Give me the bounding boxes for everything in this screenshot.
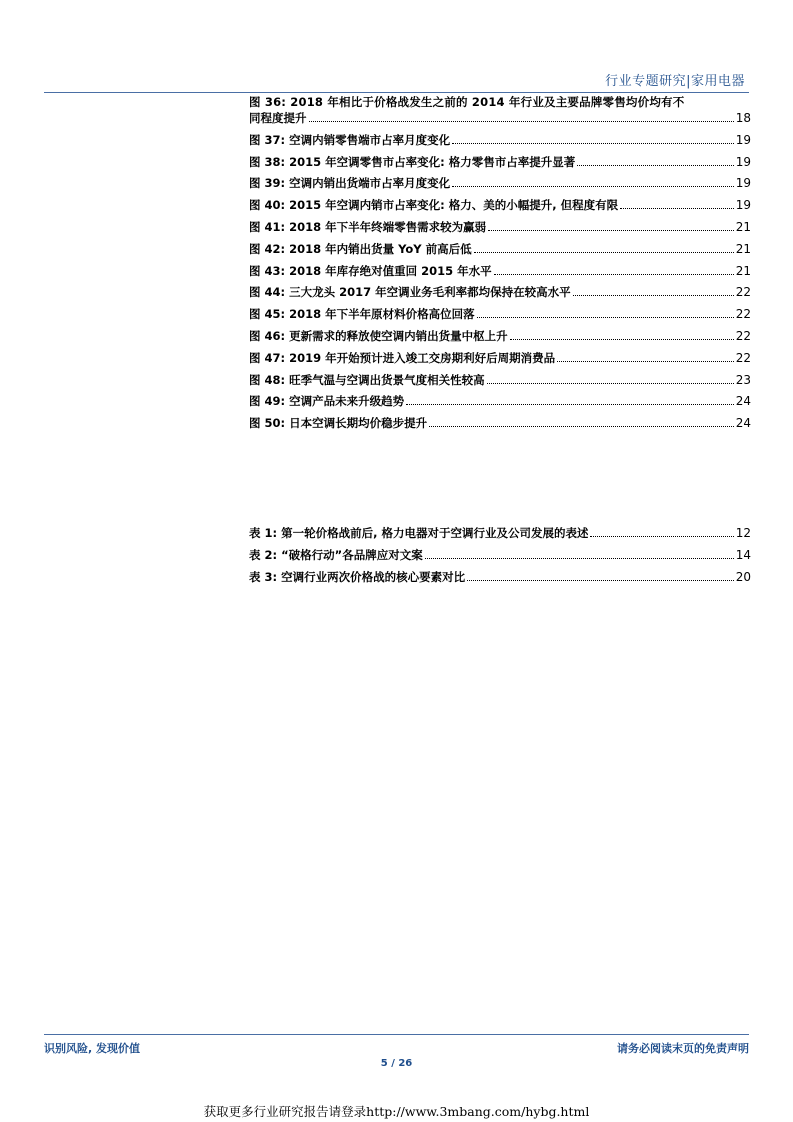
toc-entry-page: 19 xyxy=(735,176,751,191)
leader-dots xyxy=(406,395,734,405)
toc-entry-page: 19 xyxy=(735,132,751,147)
toc-entry-label: 图 50: 日本空调长期均价稳步提升 xyxy=(249,416,428,431)
header-rule xyxy=(44,92,749,93)
toc-entry-label-line2: 同程度提升 xyxy=(249,111,307,125)
toc-entry-label: 图 40: 2015 年空调内销市占率变化: 格力、美的小幅提升, 但程度有限 xyxy=(249,198,619,213)
toc-entry-page: 22 xyxy=(735,350,751,365)
header-title: 行业专题研究|家用电器 xyxy=(605,74,745,89)
download-banner[interactable]: 获取更多行业研究报告请登录http://www.3mbang.com/hybg.html xyxy=(203,1104,590,1119)
toc-entry-page: 19 xyxy=(735,198,751,213)
toc-entry-page: 12 xyxy=(735,526,751,540)
toc-entry-label: 图 41: 2018 年下半年终端零售需求较为赢弱 xyxy=(249,219,487,234)
toc-entry-page: 19 xyxy=(735,154,751,169)
toc-entry-page: 21 xyxy=(735,263,751,278)
toc-entry-label: 表 2: “破格行动”各品牌应对文案 xyxy=(249,548,423,563)
leader-dots xyxy=(452,134,734,144)
toc-entry-label: 图 37: 空调内销零售端市占率月度变化 xyxy=(249,132,451,147)
toc-entry-page: 18 xyxy=(735,111,751,125)
toc-entry-figure-43[interactable] xyxy=(249,263,751,279)
toc-entry-figure-36[interactable] xyxy=(249,94,751,126)
toc-entry-page: 22 xyxy=(735,285,751,300)
leader-dots xyxy=(577,156,733,166)
toc-entry-table-3[interactable] xyxy=(249,569,751,585)
toc-entry-table-2[interactable] xyxy=(249,547,751,563)
toc-entry-page: 14 xyxy=(735,548,751,563)
footer-slogan: 识别风险, 发现价值 xyxy=(44,1042,141,1055)
toc-entry-figure-39[interactable] xyxy=(249,175,751,191)
toc-entry-page: 23 xyxy=(735,372,751,387)
toc-entry-figure-46[interactable] xyxy=(249,328,751,344)
toc-entry-page: 21 xyxy=(735,219,751,234)
toc-entry-page: 20 xyxy=(735,570,751,585)
leader-dots xyxy=(474,243,734,253)
leader-dots xyxy=(590,527,733,537)
toc-entry-figure-38[interactable] xyxy=(249,154,751,170)
toc-entry-label-line1: 图 36: 2018 年相比于价格战发生之前的 2014 年行业及主要品牌零售均价均有不 xyxy=(249,95,685,109)
toc-entry-label: 表 3: 空调行业两次价格战的核心要素对比 xyxy=(249,570,466,585)
toc-entry-label: 图 38: 2015 年空调零售市占率变化: 格力零售市占率提升显著 xyxy=(249,154,576,169)
leader-dots xyxy=(425,549,734,559)
leader-dots xyxy=(487,374,734,384)
table-index xyxy=(249,525,751,592)
toc-entry-page: 22 xyxy=(735,307,751,322)
toc-entry-figure-45[interactable] xyxy=(249,306,751,322)
toc-entry-label: 图 47: 2019 年开始预计进入竣工交房期利好后周期消费品 xyxy=(249,350,556,365)
toc-entry-figure-40[interactable] xyxy=(249,197,751,213)
toc-entry-figure-37[interactable] xyxy=(249,132,751,148)
toc-entry-label: 图 43: 2018 年库存绝对值重回 2015 年水平 xyxy=(249,263,492,278)
toc-entry-label: 表 1: 第一轮价格战前后, 格力电器对于空调行业及公司发展的表述 xyxy=(249,526,589,540)
toc-entry-page: 21 xyxy=(735,241,751,256)
toc-entry-label: 图 48: 旺季气温与空调出货景气度相关性较高 xyxy=(249,372,485,387)
toc-entry-figure-42[interactable] xyxy=(249,241,751,257)
toc-entry-figure-50[interactable] xyxy=(249,415,751,431)
leader-dots xyxy=(573,286,734,296)
leader-dots xyxy=(494,265,734,275)
toc-entry-figure-44[interactable] xyxy=(249,284,751,300)
toc-entry-label: 图 42: 2018 年内销出货量 YoY 前高后低 xyxy=(249,241,472,256)
toc-entry-figure-47[interactable] xyxy=(249,350,751,366)
toc-entry-figure-48[interactable] xyxy=(249,372,751,388)
leader-dots xyxy=(488,221,734,231)
leader-dots xyxy=(477,308,734,318)
page-number: 5 / 26 xyxy=(380,1058,413,1069)
toc-entry-label: 图 39: 空调内销出货端市占率月度变化 xyxy=(249,176,451,191)
leader-dots xyxy=(510,330,734,340)
toc-entry-label: 图 49: 空调产品未来升级趋势 xyxy=(249,394,405,409)
leader-dots xyxy=(467,571,734,581)
footer-disclaimer-note: 请务必阅读末页的免责声明 xyxy=(617,1042,749,1055)
toc-entry-page: 24 xyxy=(735,416,751,431)
toc-entry-page: 22 xyxy=(735,328,751,343)
toc-entry-figure-49[interactable] xyxy=(249,393,751,409)
leader-dots xyxy=(557,352,734,362)
toc-entry-label: 图 44: 三大龙头 2017 年空调业务毛利率都均保持在较高水平 xyxy=(249,285,571,300)
toc-entry-table-1[interactable] xyxy=(249,525,751,541)
toc-entry-label: 图 45: 2018 年下半年原材料价格高位回落 xyxy=(249,307,475,322)
toc-entry-label: 图 46: 更新需求的释放使空调内销出货量中枢上升 xyxy=(249,328,508,343)
leader-dots xyxy=(620,199,734,209)
leader-dots xyxy=(309,112,734,122)
footer-rule xyxy=(44,1034,749,1035)
figure-index xyxy=(249,94,751,437)
toc-entry-figure-41[interactable] xyxy=(249,219,751,235)
leader-dots xyxy=(429,417,734,427)
toc-entry-page: 24 xyxy=(735,394,751,409)
leader-dots xyxy=(452,177,734,187)
